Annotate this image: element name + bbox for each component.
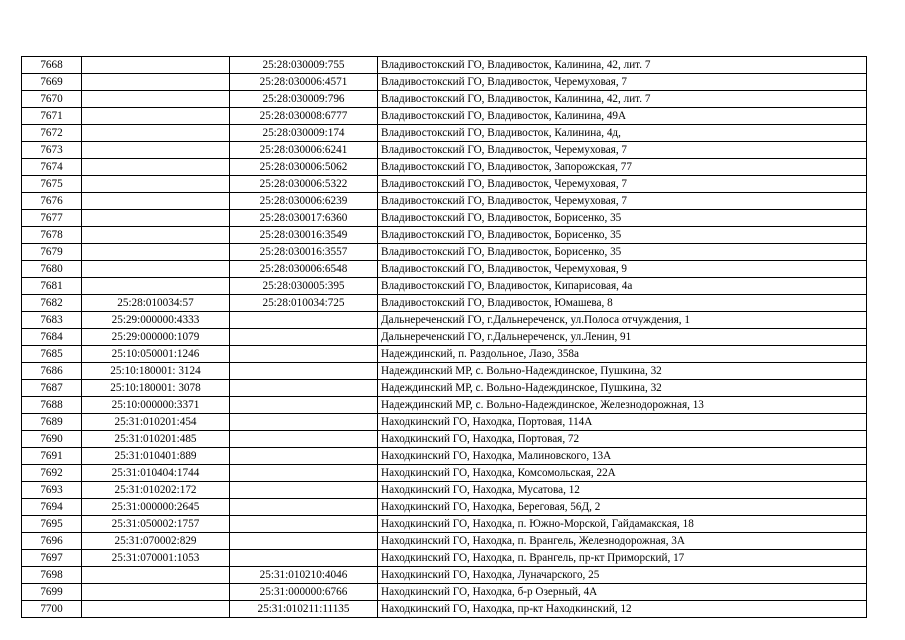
old-cadastral-number-cell: 25:31:010201:485 [82, 431, 230, 448]
table-row [22, 295, 867, 312]
row-number-cell: 7679 [22, 244, 82, 261]
old-cadastral-number-cell: 25:31:070002:829 [82, 533, 230, 550]
address-cell: Владивостокский ГО, Владивосток, Юмашева, 8 [378, 295, 867, 312]
row-number-cell: 7681 [22, 278, 82, 295]
old-cadastral-number-cell: 25:29:000000:1079 [82, 329, 230, 346]
table-row [22, 482, 867, 499]
address-cell: Находкинский ГО, Находка, Портовая, 114А [378, 414, 867, 431]
row-number-cell: 7671 [22, 108, 82, 125]
old-cadastral-number-cell [82, 601, 230, 618]
new-cadastral-number-cell: 25:28:030009:174 [230, 125, 378, 142]
table-row [22, 380, 867, 397]
new-cadastral-number-cell: 25:28:030017:6360 [230, 210, 378, 227]
table-row [22, 499, 867, 516]
row-number-cell: 7674 [22, 159, 82, 176]
row-number-cell: 7672 [22, 125, 82, 142]
table-row [22, 550, 867, 567]
address-cell: Надеждинский, п. Раздольное, Лазо, 358а [378, 346, 867, 363]
new-cadastral-number-cell: 25:28:030006:6241 [230, 142, 378, 159]
table-row [22, 431, 867, 448]
address-cell: Владивостокский ГО, Владивосток, Калинина, 42, лит. 7 [378, 57, 867, 74]
row-number-cell: 7695 [22, 516, 82, 533]
row-number-cell: 7680 [22, 261, 82, 278]
table-row [22, 329, 867, 346]
new-cadastral-number-cell [230, 465, 378, 482]
row-number-cell: 7684 [22, 329, 82, 346]
row-number-cell: 7688 [22, 397, 82, 414]
old-cadastral-number-cell [82, 74, 230, 91]
table-row [22, 567, 867, 584]
address-cell: Владивостокский ГО, Владивосток, Борисенко, 35 [378, 227, 867, 244]
table-row [22, 601, 867, 618]
new-cadastral-number-cell: 25:31:010210:4046 [230, 567, 378, 584]
table-row [22, 533, 867, 550]
table-row [22, 346, 867, 363]
table-row [22, 278, 867, 295]
address-cell: Владивостокский ГО, Владивосток, Калинина, 49А [378, 108, 867, 125]
row-number-cell: 7677 [22, 210, 82, 227]
old-cadastral-number-cell: 25:31:050002:1757 [82, 516, 230, 533]
new-cadastral-number-cell [230, 550, 378, 567]
new-cadastral-number-cell [230, 431, 378, 448]
address-cell: Находкинский ГО, Находка, Портовая, 72 [378, 431, 867, 448]
address-cell: Владивостокский ГО, Владивосток, Черемуховая, 7 [378, 176, 867, 193]
row-number-cell: 7682 [22, 295, 82, 312]
new-cadastral-number-cell: 25:28:030006:5322 [230, 176, 378, 193]
address-cell: Дальнереченский ГО, г.Дальнереченск, ул.Ленин, 91 [378, 329, 867, 346]
old-cadastral-number-cell [82, 176, 230, 193]
new-cadastral-number-cell [230, 312, 378, 329]
new-cadastral-number-cell [230, 329, 378, 346]
old-cadastral-number-cell [82, 210, 230, 227]
table-row [22, 108, 867, 125]
new-cadastral-number-cell: 25:28:010034:725 [230, 295, 378, 312]
new-cadastral-number-cell: 25:31:010211:11135 [230, 601, 378, 618]
table-row [22, 210, 867, 227]
row-number-cell: 7700 [22, 601, 82, 618]
old-cadastral-number-cell: 25:10:000000:3371 [82, 397, 230, 414]
old-cadastral-number-cell [82, 584, 230, 601]
old-cadastral-number-cell: 25:31:070001:1053 [82, 550, 230, 567]
table-row [22, 227, 867, 244]
old-cadastral-number-cell [82, 244, 230, 261]
address-cell: Дальнереченский ГО, г.Дальнереченск, ул.Полоса отчуждения, 1 [378, 312, 867, 329]
row-number-cell: 7685 [22, 346, 82, 363]
address-cell: Владивостокский ГО, Владивосток, Калинина, 42, лит. 7 [378, 91, 867, 108]
new-cadastral-number-cell: 25:28:030008:6777 [230, 108, 378, 125]
old-cadastral-number-cell: 25:10:050001:1246 [82, 346, 230, 363]
old-cadastral-number-cell: 25:31:010201:454 [82, 414, 230, 431]
new-cadastral-number-cell [230, 533, 378, 550]
row-number-cell: 7693 [22, 482, 82, 499]
address-cell: Владивостокский ГО, Владивосток, Черемуховая, 7 [378, 193, 867, 210]
address-cell: Владивостокский ГО, Владивосток, Запорожская, 77 [378, 159, 867, 176]
row-number-cell: 7670 [22, 91, 82, 108]
new-cadastral-number-cell: 25:28:030006:6548 [230, 261, 378, 278]
address-cell: Находкинский ГО, Находка, пр-кт Находкинский, 12 [378, 601, 867, 618]
old-cadastral-number-cell [82, 159, 230, 176]
row-number-cell: 7669 [22, 74, 82, 91]
old-cadastral-number-cell [82, 278, 230, 295]
old-cadastral-number-cell: 25:10:180001: 3124 [82, 363, 230, 380]
new-cadastral-number-cell: 25:28:030016:3557 [230, 244, 378, 261]
row-number-cell: 7697 [22, 550, 82, 567]
table-row [22, 584, 867, 601]
table-row [22, 91, 867, 108]
address-cell: Находкинский ГО, Находка, Береговая, 56Д, 2 [378, 499, 867, 516]
row-number-cell: 7668 [22, 57, 82, 74]
address-cell: Владивостокский ГО, Владивосток, Калинина, 4д, [378, 125, 867, 142]
old-cadastral-number-cell: 25:28:010034:57 [82, 295, 230, 312]
table-row [22, 363, 867, 380]
address-cell: Надеждинский МР, с. Вольно-Надеждинское, Пушкина, 32 [378, 380, 867, 397]
table-row [22, 244, 867, 261]
table-row [22, 261, 867, 278]
table-row [22, 414, 867, 431]
address-cell: Владивостокский ГО, Владивосток, Черемуховая, 7 [378, 142, 867, 159]
row-number-cell: 7678 [22, 227, 82, 244]
row-number-cell: 7683 [22, 312, 82, 329]
old-cadastral-number-cell: 25:31:010401:889 [82, 448, 230, 465]
old-cadastral-number-cell [82, 193, 230, 210]
table-row [22, 57, 867, 74]
new-cadastral-number-cell [230, 482, 378, 499]
old-cadastral-number-cell [82, 567, 230, 584]
old-cadastral-number-cell: 25:31:010404:1744 [82, 465, 230, 482]
table-row [22, 193, 867, 210]
old-cadastral-number-cell [82, 261, 230, 278]
address-cell: Находкинский ГО, Находка, п. Южно-Морской, Гайдамакская, 18 [378, 516, 867, 533]
registry-table [21, 56, 867, 618]
old-cadastral-number-cell [82, 142, 230, 159]
address-cell: Находкинский ГО, Находка, п. Врангель, пр-кт Приморский, 17 [378, 550, 867, 567]
row-number-cell: 7698 [22, 567, 82, 584]
address-cell: Владивостокский ГО, Владивосток, Черемуховая, 9 [378, 261, 867, 278]
address-cell: Надеждинский МР, с. Вольно-Надеждинское, Железнодорожная, 13 [378, 397, 867, 414]
address-cell: Находкинский ГО, Находка, Комсомольская, 22А [378, 465, 867, 482]
row-number-cell: 7673 [22, 142, 82, 159]
address-cell: Находкинский ГО, Находка, Мусатова, 12 [378, 482, 867, 499]
address-cell: Находкинский ГО, Находка, п. Врангель, Железнодорожная, 3А [378, 533, 867, 550]
new-cadastral-number-cell [230, 516, 378, 533]
table-row [22, 448, 867, 465]
table-row [22, 312, 867, 329]
table-row [22, 142, 867, 159]
address-cell: Находкинский ГО, Находка, б-р Озерный, 4А [378, 584, 867, 601]
row-number-cell: 7689 [22, 414, 82, 431]
table-row [22, 465, 867, 482]
new-cadastral-number-cell [230, 380, 378, 397]
new-cadastral-number-cell: 25:28:030006:6239 [230, 193, 378, 210]
new-cadastral-number-cell: 25:28:030005:395 [230, 278, 378, 295]
row-number-cell: 7699 [22, 584, 82, 601]
old-cadastral-number-cell: 25:31:000000:2645 [82, 499, 230, 516]
new-cadastral-number-cell [230, 397, 378, 414]
old-cadastral-number-cell [82, 125, 230, 142]
new-cadastral-number-cell [230, 499, 378, 516]
new-cadastral-number-cell [230, 346, 378, 363]
address-cell: Владивостокский ГО, Владивосток, Борисенко, 35 [378, 244, 867, 261]
new-cadastral-number-cell: 25:28:030006:5062 [230, 159, 378, 176]
row-number-cell: 7675 [22, 176, 82, 193]
row-number-cell: 7696 [22, 533, 82, 550]
new-cadastral-number-cell: 25:31:000000:6766 [230, 584, 378, 601]
address-cell: Находкинский ГО, Находка, Малиновского, 13А [378, 448, 867, 465]
table-row [22, 516, 867, 533]
row-number-cell: 7676 [22, 193, 82, 210]
new-cadastral-number-cell [230, 448, 378, 465]
table-row [22, 74, 867, 91]
new-cadastral-number-cell: 25:28:030009:796 [230, 91, 378, 108]
old-cadastral-number-cell: 25:31:010202:172 [82, 482, 230, 499]
old-cadastral-number-cell: 25:10:180001: 3078 [82, 380, 230, 397]
table-row [22, 176, 867, 193]
table-row [22, 159, 867, 176]
new-cadastral-number-cell: 25:28:030006:4571 [230, 74, 378, 91]
address-cell: Надеждинский МР, с. Вольно-Надеждинское, Пушкина, 32 [378, 363, 867, 380]
registry-table-body [22, 57, 867, 618]
new-cadastral-number-cell: 25:28:030016:3549 [230, 227, 378, 244]
old-cadastral-number-cell [82, 108, 230, 125]
new-cadastral-number-cell: 25:28:030009:755 [230, 57, 378, 74]
address-cell: Владивостокский ГО, Владивосток, Борисенко, 35 [378, 210, 867, 227]
row-number-cell: 7694 [22, 499, 82, 516]
row-number-cell: 7686 [22, 363, 82, 380]
table-row [22, 125, 867, 142]
address-cell: Находкинский ГО, Находка, Луначарского, 25 [378, 567, 867, 584]
table-row [22, 397, 867, 414]
new-cadastral-number-cell [230, 363, 378, 380]
row-number-cell: 7691 [22, 448, 82, 465]
old-cadastral-number-cell: 25:29:000000:4333 [82, 312, 230, 329]
new-cadastral-number-cell [230, 414, 378, 431]
address-cell: Владивостокский ГО, Владивосток, Кипарисовая, 4а [378, 278, 867, 295]
row-number-cell: 7690 [22, 431, 82, 448]
row-number-cell: 7692 [22, 465, 82, 482]
old-cadastral-number-cell [82, 91, 230, 108]
old-cadastral-number-cell [82, 57, 230, 74]
old-cadastral-number-cell [82, 227, 230, 244]
address-cell: Владивостокский ГО, Владивосток, Черемуховая, 7 [378, 74, 867, 91]
row-number-cell: 7687 [22, 380, 82, 397]
